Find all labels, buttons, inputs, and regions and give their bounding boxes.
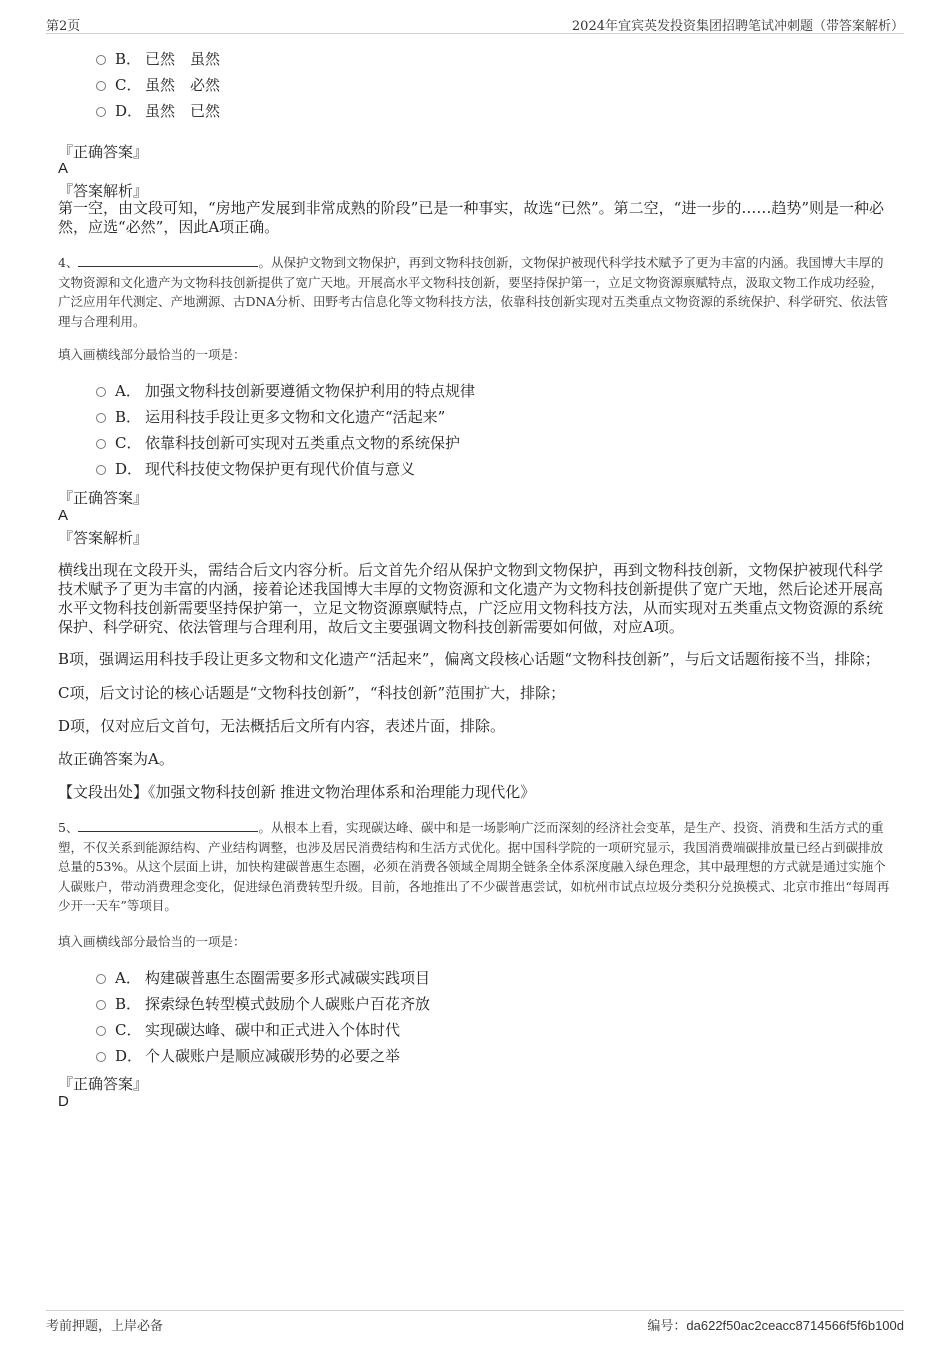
q5-option-b[interactable]: B． 探索绿色转型模式鼓励个人碳账户百花齐放 bbox=[96, 990, 430, 1016]
q4-analysis-main: 横线出现在文段开头，需结合后文内容分析。后文首先介绍从保护文物到文物保护，再到文物科技创新，文物保护被现代科学技术赋予了更为丰富的内涵，接着论述我国博大丰厚的文物资源和文化遗产为文物科技创新提供了宽广天地，然后论述开展高水平文物科技创新需要坚持保护第一，立足文物资源禀赋特点，广泛应用文物科技方法，从而实现对五类重点文物资源的系统保护、科学研究、依法管理与合理利用，故后文主要强调文物科技创新需要如何做，对应A项。 bbox=[58, 561, 884, 636]
q3-option-b[interactable]: B． 已然 虽然 bbox=[96, 45, 220, 71]
document-title: 2024年宜宾英发投资集团招聘笔试冲刺题（带答案解析） bbox=[571, 19, 904, 34]
radio-icon[interactable] bbox=[96, 55, 106, 65]
document-code: 编号：da622f50ac2ceacc8714566f5f6b100d bbox=[647, 1318, 904, 1334]
q3-options bbox=[96, 45, 220, 123]
q3-answer: A bbox=[58, 160, 69, 177]
q4-analysis-conclusion: 故正确答案为A。 bbox=[58, 750, 174, 768]
q4-answer: A bbox=[58, 507, 69, 524]
q4-analysis-c: C项，后文讨论的核心话题是“文物科技创新”，“科技创新”范围扩大，排除； bbox=[58, 684, 566, 702]
q3-option-c[interactable]: C． 虽然 必然 bbox=[96, 71, 220, 97]
radio-icon[interactable] bbox=[96, 465, 106, 475]
q4-analysis-b: B项，强调运用科技手段让更多文物和文化遗产“活起来”，偏离文段核心话题“文物科技创新”，与后文话题衔接不当，排除； bbox=[58, 650, 880, 668]
q5-prompt: 填入画横线部分最恰当的一项是： bbox=[58, 934, 246, 949]
q5-option-c[interactable]: C． 实现碳达峰、碳中和正式进入个体时代 bbox=[96, 1016, 430, 1042]
page-header bbox=[46, 14, 904, 34]
q5-option-d[interactable]: D． 个人碳账户是顺应减碳形势的必要之举 bbox=[96, 1042, 430, 1068]
q5-answer-heading: 『正确答案』 bbox=[58, 1075, 149, 1093]
q4-source: 【文段出处】《加强文物科技创新 推进文物治理体系和治理能力现代化》 bbox=[58, 783, 536, 801]
q4-option-d[interactable]: D． 现代科技使文物保护更有现代价值与意义 bbox=[96, 455, 475, 481]
q4-option-b[interactable]: B． 运用科技手段让更多文物和文化遗产“活起来” bbox=[96, 403, 475, 429]
q3-option-d[interactable]: D． 虽然 已然 bbox=[96, 97, 220, 123]
radio-icon[interactable] bbox=[96, 81, 106, 91]
radio-icon[interactable] bbox=[96, 1052, 106, 1062]
q4-options bbox=[96, 377, 475, 481]
q4-option-a[interactable]: A． 加强文物科技创新要遵循文物保护利用的特点规律 bbox=[96, 377, 475, 403]
radio-icon[interactable] bbox=[96, 439, 106, 449]
q5-stem: 5、 。从根本上看，实现碳达峰、碳中和是一场影响广泛而深刻的经济社会变革，是生产、投资、消费和生活方式的重塑，不仅关系到能源结构、产业结构调整，也涉及居民消费结构和生活方式优化。据中国科学院的一项研究显示，我国消费端碳排放量已经占到碳排放总量的53%。从这个层面上讲，加快构建碳普惠生态圈，必须在消费各领域全周期全链条全体系深度融入绿色理念，其中最理想的方式就是通过实施个人碳账户，带动消费理念变化，促进绿色消费转型升级。目前，各地推出了不少碳普惠尝试，如杭州市试点垃圾分类积分兑换模式、北京市推出“每周再少开一天车”等项目。 bbox=[58, 820, 890, 913]
radio-icon[interactable] bbox=[96, 107, 106, 117]
q4-option-c[interactable]: C． 依靠科技创新可实现对五类重点文物的系统保护 bbox=[96, 429, 475, 455]
q3-analysis: 第一空，由文段可知，“房地产发展到非常成熟的阶段”已是一种事实，故选“已然”。第二空，“进一步的……趋势”则是一种必然，应选“必然”，因此A项正确。 bbox=[58, 199, 885, 236]
radio-icon[interactable] bbox=[96, 387, 106, 397]
q5-blank bbox=[78, 820, 258, 832]
q4-answer-heading: 『正确答案』 bbox=[58, 489, 149, 507]
q3-answer-heading: 『正确答案』 bbox=[58, 143, 149, 161]
radio-icon[interactable] bbox=[96, 413, 106, 423]
footer-slogan: 考前押题，上岸必备 bbox=[46, 1319, 164, 1334]
q4-stem: 4、 。从保护文物到文物保护，再到文物科技创新，文物保护被现代科学技术赋予了更为丰富的内涵。我国博大丰厚的文物资源和文化遗产为文物科技创新提供了宽广天地。开展高水平文物科技创新，要坚持保护第一，立足文物资源禀赋特点，汲取文物工作成功经验，广泛应用年代测定、产地溯源、古DNA分析、田野考古信息化等文物科技方法，依靠科技创新实现对五类重点文物资源的系统保护、科学研究、依法管理与合理利用。 bbox=[58, 255, 888, 329]
q3-analysis-heading: 『答案解析』 bbox=[58, 182, 149, 200]
q5-options bbox=[96, 964, 430, 1068]
radio-icon[interactable] bbox=[96, 974, 106, 984]
q4-prompt: 填入画横线部分最恰当的一项是： bbox=[58, 347, 246, 362]
radio-icon[interactable] bbox=[96, 1026, 106, 1036]
radio-icon[interactable] bbox=[96, 1000, 106, 1010]
q4-blank bbox=[78, 255, 258, 267]
q4-analysis-d: D项，仅对应后文首句，无法概括后文所有内容，表述片面，排除。 bbox=[58, 717, 506, 735]
q4-analysis-heading: 『答案解析』 bbox=[58, 529, 149, 547]
q5-option-a[interactable]: A． 构建碳普惠生态圈需要多形式减碳实践项目 bbox=[96, 964, 430, 990]
page-number: 第2页 bbox=[46, 19, 81, 34]
page-footer bbox=[46, 1310, 904, 1334]
q5-answer: D bbox=[58, 1093, 69, 1110]
